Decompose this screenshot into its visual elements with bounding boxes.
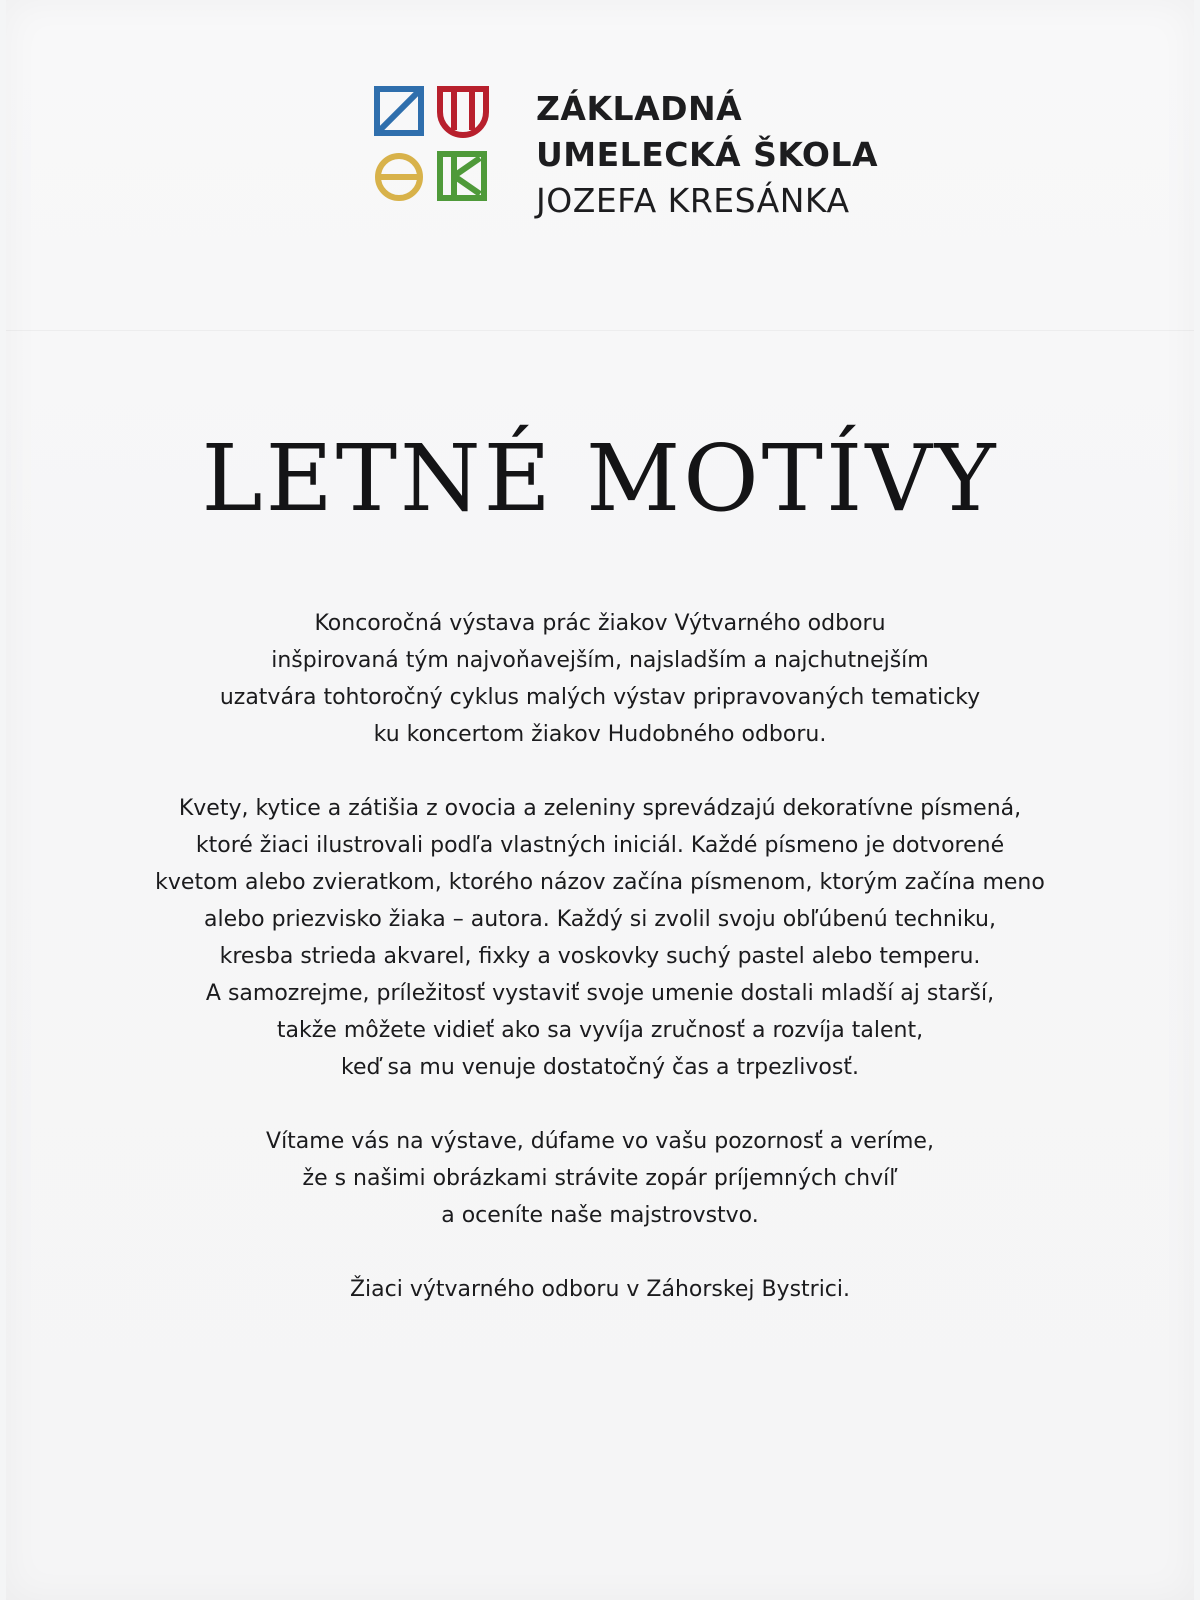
paragraph-line: Kvety, kytice a zátišia z ovocia a zeleniny sprevádzajú dekoratívne písmená, (178, 796, 1022, 821)
paragraph-line: ku koncertom žiakov Hudobného odboru. (373, 722, 827, 747)
paragraph-line: alebo priezvisko žiaka – autora. Každý si zvolil svoju obľúbenú techniku, (204, 907, 996, 932)
paragraph-line: že s našimi obrázkami strávite zopár príjemných chvíľ (302, 1166, 898, 1191)
paragraph-line: kresba strieda akvarel, fixky a voskovky suchý pastel alebo temperu. (219, 944, 981, 969)
paragraph-line: A samozrejme, príležitosť vystaviť svoje umenie dostali mladší aj starší, (205, 981, 995, 1006)
signature-paragraph (0, 1271, 1200, 1308)
logo-mark-svg (374, 86, 492, 204)
school-name-line-2: UMELECKÁ ŠKOLA (536, 135, 879, 174)
paragraph-line: kvetom alebo zvieratkom, ktorého názov začína písmenom, ktorým začína meno (155, 870, 1045, 895)
logo-mark (374, 86, 492, 204)
paragraph-line: a oceníte naše majstrovstvo. (441, 1203, 759, 1228)
red-shield-icon (440, 89, 486, 135)
welcome-paragraph (0, 1123, 1200, 1234)
poster-body (0, 605, 1200, 1345)
green-square-k-icon (440, 154, 484, 198)
paragraph-line: Koncoročná výstava prác žiakov Výtvarného odboru (314, 611, 886, 636)
blue-square-diagonal-icon (377, 89, 421, 133)
school-name-line-3: JOZEFA KRESÁNKA (536, 181, 850, 220)
paragraph-line: keď sa mu venuje dostatočný čas a trpezlivosť. (341, 1055, 859, 1080)
paragraph-line: uzatvára tohtoročný cyklus malých výstav pripravovaných tematicky (219, 685, 981, 710)
paragraph-line: ktoré žiaci ilustrovali podľa vlastných iniciál. Každé písmeno je dotvorené (195, 833, 1005, 858)
poster-title: LETNÉ MOTÍVY (201, 425, 999, 532)
signature-line: Žiaci výtvarného odboru v Záhorskej Bystrici. (349, 1277, 851, 1302)
intro-paragraph (0, 605, 1200, 753)
paragraph-line: takže môžete vidieť ako sa vyvíja zručnosť a rozvíja talent, (276, 1018, 924, 1043)
school-logo (374, 86, 878, 224)
yellow-circle-icon (378, 156, 420, 198)
school-name-line-1: ZÁKLADNÁ (536, 89, 743, 128)
paragraph-line: Vítame vás na výstave, dúfame vo vašu pozornosť a veríme, (266, 1129, 934, 1154)
paper-fold-line (6, 330, 1194, 331)
description-paragraph (0, 790, 1200, 1086)
school-name (536, 86, 878, 224)
paragraph-line: inšpirovaná tým najvoňavejším, najsladším a najchutnejším (271, 648, 929, 673)
